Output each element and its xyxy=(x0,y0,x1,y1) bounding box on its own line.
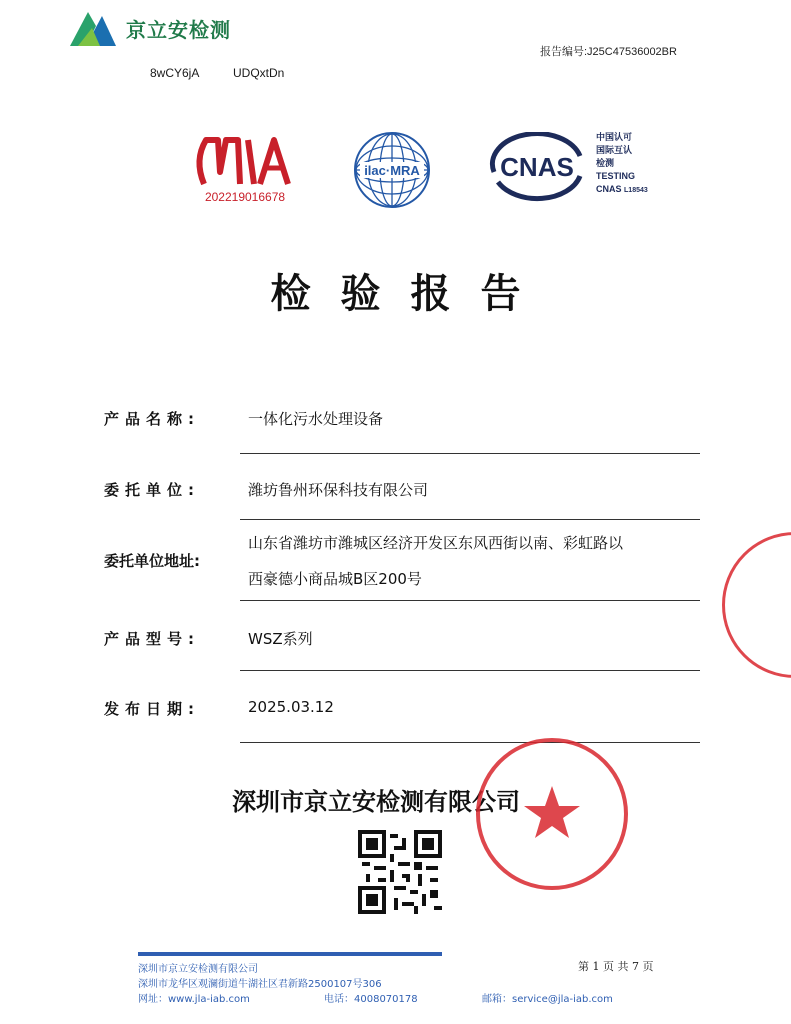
footer-divider xyxy=(138,952,442,956)
cma-logo-icon xyxy=(190,132,300,190)
cnas-line: 检测 xyxy=(596,158,615,168)
cnas-line: 中国认可 xyxy=(596,132,633,142)
footer-website: 网址：www.jla-iab.com xyxy=(138,994,250,1005)
model-label: 产品型号: xyxy=(104,630,200,648)
qr-code-icon xyxy=(358,830,442,914)
cnas-code-number: L18543 xyxy=(624,187,648,194)
brand-logo-icon xyxy=(66,6,118,48)
footer-company: 深圳市京立安检测有限公司 xyxy=(138,964,258,975)
field-underline xyxy=(240,519,700,520)
brand-name: 京立安检测 xyxy=(126,18,231,42)
client-address-line-2: 西豪德小商品城B区200号 xyxy=(248,570,422,588)
client-label: 委托单位: xyxy=(104,481,200,499)
svg-text:ilac·MRA: ilac·MRA xyxy=(364,163,420,178)
document-title: 检验报告 xyxy=(270,270,551,317)
page-number: 第 1 页 共 7 页 xyxy=(578,960,654,973)
footer-email: 邮箱：service@jla-iab.com xyxy=(482,994,613,1005)
field-underline xyxy=(240,453,700,454)
cnas-line: TESTING xyxy=(596,171,636,181)
field-underline xyxy=(240,600,700,601)
footer-phone: 电话：4008070178 xyxy=(324,994,418,1005)
cnas-text-block xyxy=(596,131,648,197)
product-name-label: 产品名称: xyxy=(104,410,200,428)
official-seal-stamp xyxy=(474,736,630,892)
cnas-line: 国际互认 xyxy=(596,145,633,155)
field-underline xyxy=(240,742,700,743)
report-number: 报告编号:J25C47536002BR xyxy=(540,46,677,58)
cnas-logo-icon xyxy=(484,132,590,202)
client-address-line-1: 山东省潍坊市潍城区经济开发区东风西街以南、彩虹路以 xyxy=(248,534,624,552)
model-value: WSZ系列 xyxy=(248,630,313,648)
product-name-value: 一体化污水处理设备 xyxy=(248,410,384,428)
footer-address: 深圳市龙华区观澜街道牛湖社区君新路2500107号306 xyxy=(138,979,382,990)
cma-number: 202219016678 xyxy=(204,190,286,204)
client-address-label: 委托单位地址: xyxy=(104,552,200,570)
issue-date-value: 2025.03.12 xyxy=(248,698,334,716)
seal-stamp-edge xyxy=(722,532,791,678)
field-underline xyxy=(240,670,700,671)
client-value: 潍坊鲁州环保科技有限公司 xyxy=(248,481,429,499)
svg-text:CNAS: CNAS xyxy=(500,152,574,182)
issue-date-label: 发布日期: xyxy=(104,700,200,718)
ilac-mra-logo-icon xyxy=(352,130,432,210)
verification-code-1: 8wCY6jA xyxy=(150,66,200,80)
cnas-code-prefix: CNAS xyxy=(596,184,622,194)
verification-code-2: UDQxtDn xyxy=(233,66,285,80)
cnas-code xyxy=(596,183,648,197)
company-name: 深圳市京立安检测有限公司 xyxy=(232,787,520,816)
